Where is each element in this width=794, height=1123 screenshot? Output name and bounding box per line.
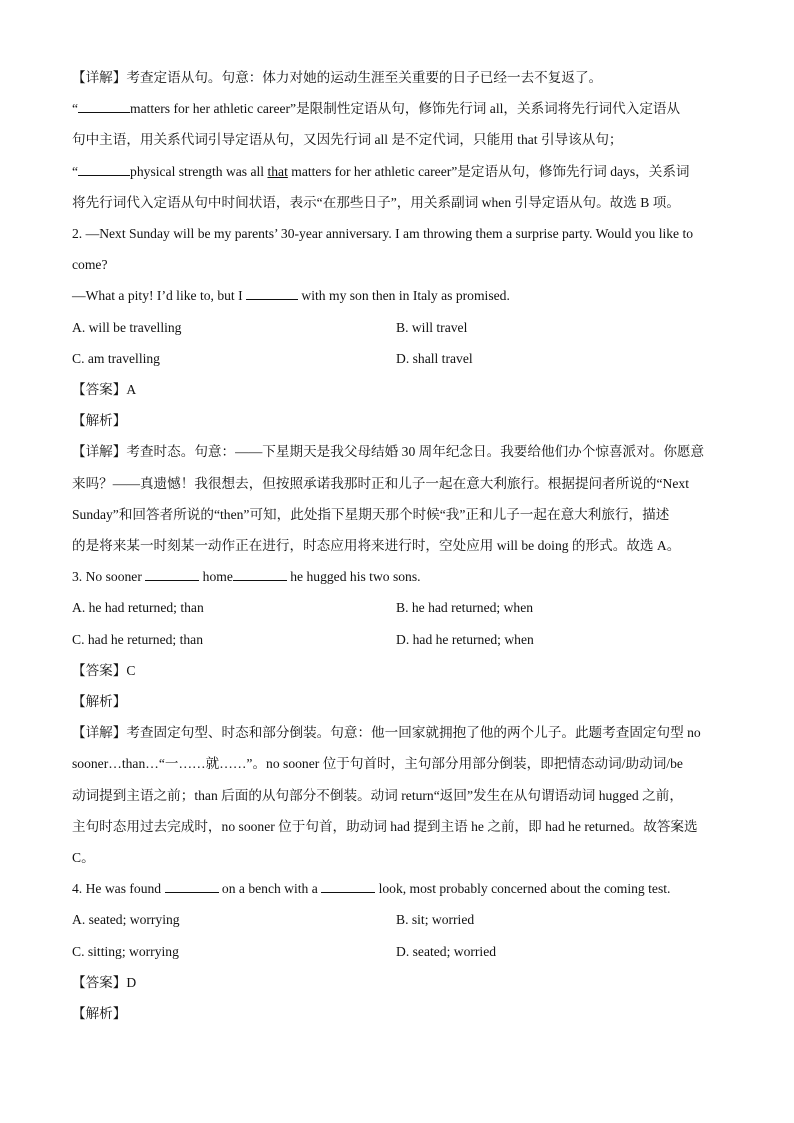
q3-option-b: B. he had returned; when	[396, 600, 534, 616]
q3-detail-line-4: 主句时态用过去完成时，no sooner 位于句首，助动词 had 提到主语 he 之前，即 had he returned。故答案选	[72, 818, 698, 834]
q2-stem-line-1: 2. —Next Sunday will be my parents’ 30-year anniversary. I am throwing them a surprise party. Would you like to	[72, 226, 694, 242]
q3-stem: 3. No sooner home he hugged his two sons.	[72, 569, 421, 585]
q2-option-a: A. will be travelling	[72, 319, 182, 335]
q2-answer: 【答案】A	[72, 382, 137, 398]
q1-detail-line-5: 将先行词代入定语从句中时间状语，表示“在那些日子”，用关系副词 when 引导定语从句。故选 B 项。	[72, 194, 680, 210]
q4-options-row-2	[72, 936, 722, 967]
q3-option-c: C. had he returned; than	[72, 631, 203, 647]
q2-detail-line-4: 的是将来某一时刻某一动作正在进行，时态应用将来进行时，空处应用 will be doing 的形式。故选 A。	[72, 538, 681, 554]
q4-option-d: D. seated; worried	[396, 943, 497, 959]
q4-option-a: A. seated; worrying	[72, 912, 180, 928]
q4-analysis-label: 【解析】	[72, 1006, 127, 1022]
underlined-that: that	[267, 163, 288, 179]
q1-detail-line-4: “ physical strength was all that matters for her athletic career”是定语从句，修饰先行词 days，关系词	[72, 163, 690, 179]
q4-answer: 【答案】D	[72, 974, 137, 990]
q3-analysis-label: 【解析】	[72, 694, 127, 710]
answer-blank	[233, 568, 287, 581]
answer-blank	[145, 568, 199, 581]
q2-option-d: D. shall travel	[396, 350, 473, 366]
q1-detail-line-1: 【详解】考查定语从句。句意：体力对她的运动生涯至关重要的日子已经一去不复返了。	[72, 70, 603, 85]
q3-option-a: A. he had returned; than	[72, 600, 204, 616]
q3-option-d: D. had he returned; when	[396, 631, 534, 647]
q2-option-c: C. am travelling	[72, 350, 160, 366]
q4-option-b: B. sit; worried	[396, 912, 475, 928]
q1-detail-line-2: “ matters for her athletic career”是限制性定语从句，修饰先行词 all，关系词将先行词代入定语从	[72, 101, 681, 117]
q3-detail-line-1: 【详解】考查固定句型、时态和部分倒装。句意：他一回家就拥抱了他的两个儿子。此题考查固定句型 no	[72, 725, 701, 741]
q2-detail-line-3: Sunday”和回答者所说的“then”可知，此处指下星期天那个时候“我”正和儿子一起在意大利旅行，描述	[72, 506, 670, 522]
answer-blank	[321, 880, 375, 893]
document-page	[72, 62, 722, 1029]
q2-option-b: B. will travel	[396, 319, 468, 335]
q2-analysis-label: 【解析】	[72, 413, 127, 429]
answer-blank	[165, 880, 219, 893]
q3-options-row-2	[72, 624, 722, 655]
q3-detail-line-3: 动词提到主语之前；than 后面的从句部分不倒装。动词 return“返回”发生在从句谓语动词 hugged 之前，	[72, 787, 683, 803]
q4-options-row-1	[72, 904, 722, 935]
q3-detail-line-5: C。	[72, 850, 95, 866]
q2-stem-line-2: come?	[72, 257, 108, 273]
q1-detail-line-3: 句中主语，用关系代词引导定语从句，又因先行词 all 是不定代词，只能用 that 引导该从句；	[72, 132, 623, 148]
q4-option-c: C. sitting; worrying	[72, 943, 179, 959]
q2-options-row-2	[72, 343, 722, 374]
answer-blank	[78, 100, 130, 113]
answer-blank	[78, 163, 130, 176]
q2-detail-line-2: 来吗？——真遗憾！我很想去，但按照承诺我那时正和儿子一起在意大利旅行。根据提问者所说的“Next	[72, 475, 689, 491]
q3-options-row-1	[72, 592, 722, 623]
q2-options-row-1	[72, 312, 722, 343]
q3-detail-line-2: sooner…than…“一……就……”。no sooner 位于句首时，主句部分用部分倒装，即把情态动词/助动词/be	[72, 756, 683, 772]
q4-stem: 4. He was found on a bench with a look, most probably concerned about the coming test.	[72, 881, 671, 897]
q2-detail-line-1: 【详解】考查时态。句意：——下星期天是我父母结婚 30 周年纪念日。我要给他们办个惊喜派对。你愿意	[72, 444, 705, 460]
q2-stem-line-3: —What a pity! I’d like to, but I with my son then in Italy as promised.	[72, 288, 510, 304]
q3-answer: 【答案】C	[72, 662, 136, 678]
answer-blank	[246, 287, 298, 300]
